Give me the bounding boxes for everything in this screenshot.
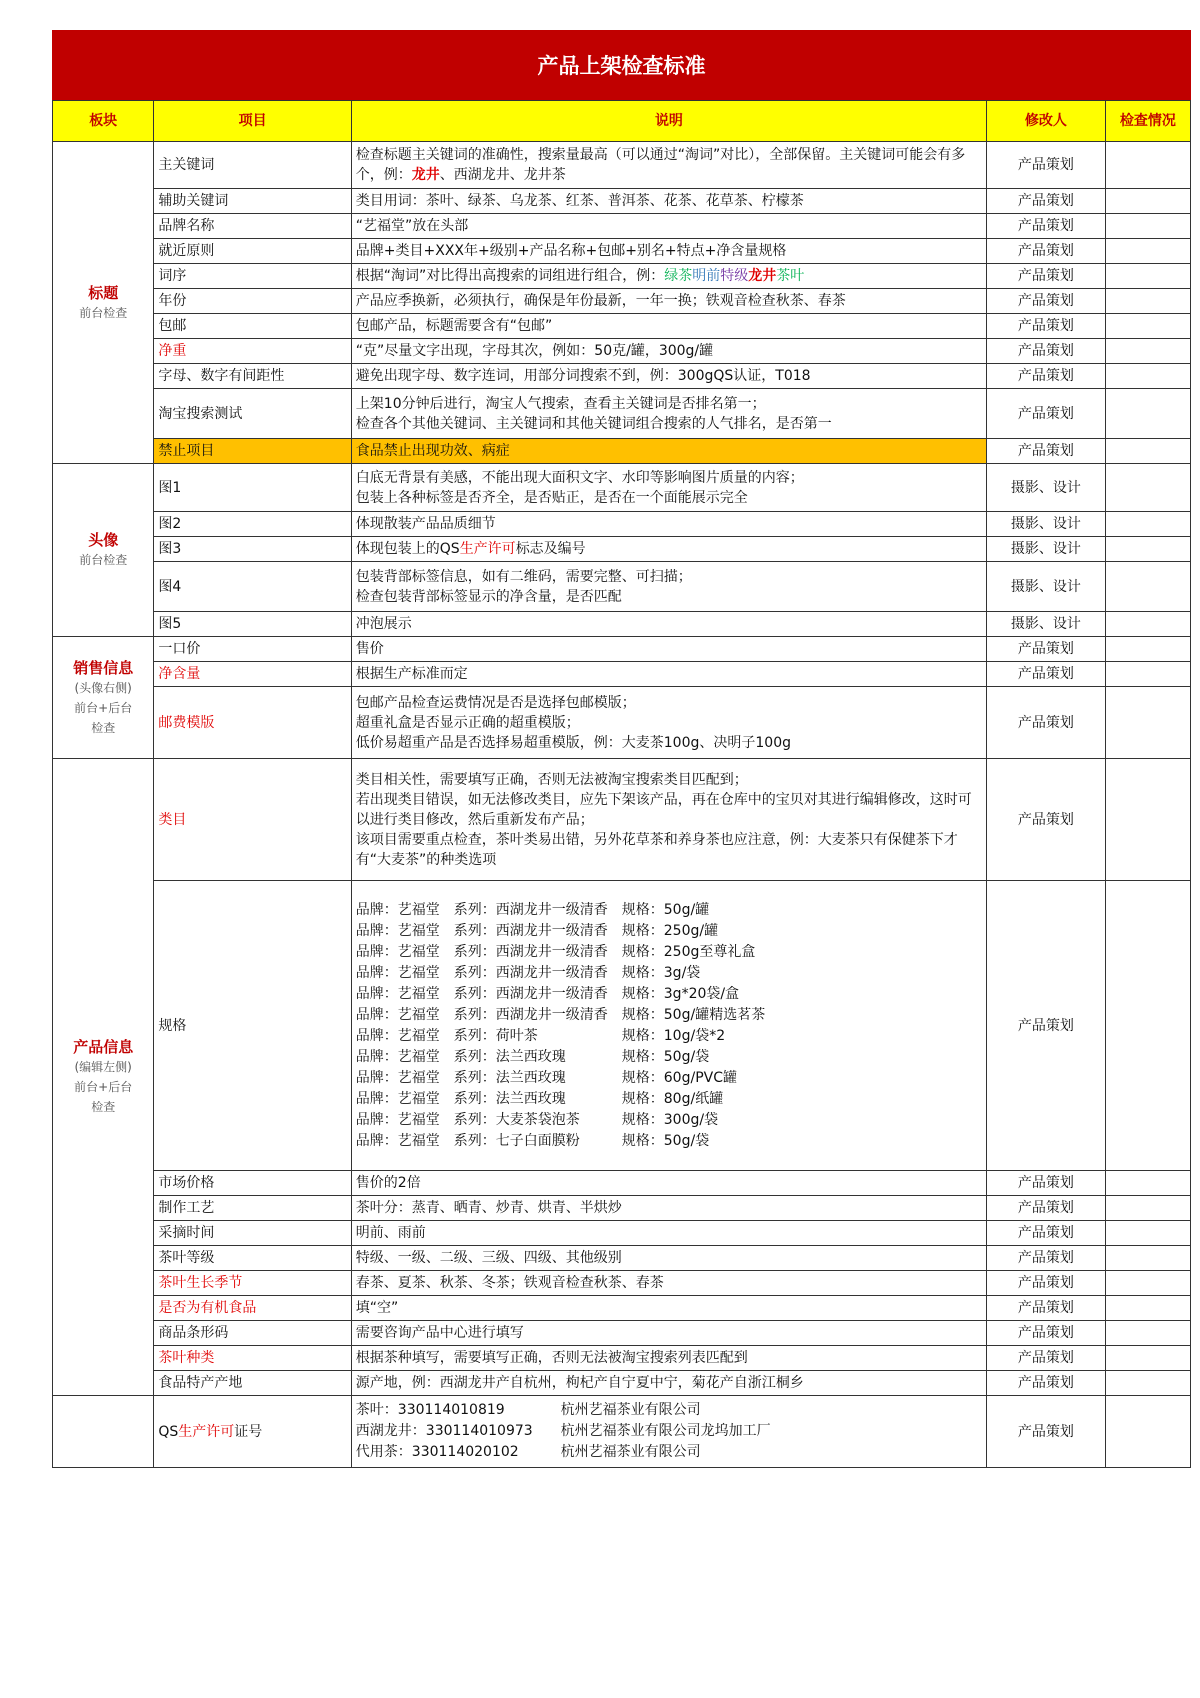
- table-row: [53, 189, 1191, 214]
- item-cell: 商品条形码: [154, 1321, 351, 1346]
- check-cell[interactable]: [1105, 289, 1190, 314]
- section-product: 产品信息 (编辑左侧) 前台+后台 检查: [53, 759, 154, 1396]
- desc-cell: 明前、雨前: [351, 1221, 986, 1246]
- desc-cell: 源产地，例：西湖龙井产自杭州，枸杞产自宁夏中宁，菊花产自浙江桐乡: [351, 1371, 986, 1396]
- check-cell[interactable]: [1105, 264, 1190, 289]
- sheet-title: 产品上架检查标准: [52, 30, 1191, 100]
- table-row: [53, 214, 1191, 239]
- item-cell: 图3: [154, 537, 351, 562]
- editor-cell: 产品策划: [987, 1246, 1106, 1271]
- section-title: 标题 前台检查: [53, 142, 154, 464]
- check-cell[interactable]: [1105, 189, 1190, 214]
- editor-cell: 产品策划: [987, 637, 1106, 662]
- desc-cell: “艺福堂”放在头部: [351, 214, 986, 239]
- table-row: [53, 464, 1191, 512]
- editor-cell: 摄影、设计: [987, 612, 1106, 637]
- header-row: [53, 101, 1191, 142]
- item-cell: 就近原则: [154, 239, 351, 264]
- qs-line: 茶叶：330114010819 杭州艺福茶业有限公司: [355, 1402, 701, 1418]
- table-row: [53, 1221, 1191, 1246]
- desc-cell: 产品应季换新，必须执行，确保是年份最新，一年一换；铁观音检查秋茶、春茶: [351, 289, 986, 314]
- editor-cell: 产品策划: [987, 1321, 1106, 1346]
- item-cell: QS生产许可证号: [154, 1396, 351, 1468]
- desc-cell: 包邮产品，标题需要含有“包邮”: [351, 314, 986, 339]
- check-cell[interactable]: [1105, 562, 1190, 612]
- table-row: [53, 1171, 1191, 1196]
- item-cell: 辅助关键词: [154, 189, 351, 214]
- editor-cell: 摄影、设计: [987, 562, 1106, 612]
- check-cell[interactable]: [1105, 314, 1190, 339]
- desc-cell: 白底无背景有美感，不能出现大面积文字、水印等影响图片质量的内容； 包装上各种标签是否齐全，是否贴正，是否在一个面能展示完全: [351, 464, 986, 512]
- editor-cell: 产品策划: [987, 1396, 1106, 1468]
- table-row: [53, 439, 1191, 464]
- editor-cell: 产品策划: [987, 1196, 1106, 1221]
- item-cell: 规格: [154, 881, 351, 1171]
- item-cell: 图4: [154, 562, 351, 612]
- desc-cell: 包装背部标签信息，如有二维码，需要完整、可扫描； 检查包装背部标签显示的净含量，是否匹配: [351, 562, 986, 612]
- sheet: [52, 30, 1191, 1468]
- table-row: [53, 1346, 1191, 1371]
- editor-cell: 产品策划: [987, 1296, 1106, 1321]
- editor-cell: 产品策划: [987, 339, 1106, 364]
- editor-cell: 产品策划: [987, 439, 1106, 464]
- check-cell[interactable]: [1105, 339, 1190, 364]
- editor-cell: 产品策划: [987, 759, 1106, 881]
- item-cell: 字母、数字有间距性: [154, 364, 351, 389]
- item-cell: 是否为有机食品: [154, 1296, 351, 1321]
- table-row: [53, 264, 1191, 289]
- table-row: [53, 339, 1191, 364]
- item-cell: 淘宝搜索测试: [154, 389, 351, 439]
- desc-cell: 根据茶种填写，需要填写正确，否则无法被淘宝搜索列表匹配到: [351, 1346, 986, 1371]
- check-cell[interactable]: [1105, 1396, 1190, 1468]
- desc-cell: 春茶、夏茶、秋茶、冬茶；铁观音检查秋茶、春茶: [351, 1271, 986, 1296]
- item-cell: 词序: [154, 264, 351, 289]
- table-row: [53, 1371, 1191, 1396]
- header-editor: 修改人: [987, 101, 1106, 142]
- check-cell[interactable]: [1105, 1321, 1190, 1346]
- desc-cell: 需要咨询产品中心进行填写: [351, 1321, 986, 1346]
- desc-cell: 类目相关性，需要填写正确，否则无法被淘宝搜索类目匹配到； 若出现类目错误，如无法修改类目，应先下架该产品，再在仓库中的宝贝对其进行编辑修改，这时可以进行类目修改，然后重新发布产品； 该项目需要重点检查，茶叶类易出错，另外花草茶和养身茶也应注意，例：大麦茶只有保健茶下才有“大麦茶”的种类选项: [351, 759, 986, 881]
- item-cell: 图1: [154, 464, 351, 512]
- spec-line: 品牌：艺福堂 系列：西湖龙井一级清香 规格：3g*20袋/盒: [355, 985, 740, 1002]
- check-cell[interactable]: [1105, 1296, 1190, 1321]
- desc-cell: “克”尽量文字出现，字母其次，例如：50克/罐，300g/罐: [351, 339, 986, 364]
- desc-cell: 冲泡展示: [351, 612, 986, 637]
- item-cell: 年份: [154, 289, 351, 314]
- item-cell: 食品特产产地: [154, 1371, 351, 1396]
- standards-table: [52, 100, 1191, 1468]
- item-cell: 图2: [154, 512, 351, 537]
- section-avatar: 头像 前台检查: [53, 464, 154, 637]
- check-cell[interactable]: [1105, 1246, 1190, 1271]
- item-cell: 净含量: [154, 662, 351, 687]
- spec-line: 品牌：艺福堂 系列：西湖龙井一级清香 规格：50g/罐精选茗茶: [355, 1006, 766, 1023]
- table-row: [53, 289, 1191, 314]
- editor-cell: 产品策划: [987, 214, 1106, 239]
- check-cell[interactable]: [1105, 142, 1190, 189]
- desc-cell: 茶叶分：蒸青、晒青、炒青、烘青、半烘炒: [351, 1196, 986, 1221]
- desc-cell: 售价的2倍: [351, 1171, 986, 1196]
- item-cell: 一口价: [154, 637, 351, 662]
- table-row: [53, 881, 1191, 1171]
- editor-cell: 产品策划: [987, 389, 1106, 439]
- spec-line: 品牌：艺福堂 系列：西湖龙井一级清香 规格：3g/袋: [355, 964, 701, 981]
- section-blank: [53, 1396, 154, 1468]
- qs-line: 代用茶：330114020102 杭州艺福茶业有限公司: [355, 1444, 701, 1460]
- table-row: [53, 637, 1191, 662]
- check-cell[interactable]: [1105, 537, 1190, 562]
- item-cell: 净重: [154, 339, 351, 364]
- check-cell[interactable]: [1105, 1371, 1190, 1396]
- check-cell[interactable]: [1105, 1221, 1190, 1246]
- check-cell[interactable]: [1105, 214, 1190, 239]
- editor-cell: 产品策划: [987, 662, 1106, 687]
- table-row: [53, 759, 1191, 881]
- item-cell: 主关键词: [154, 142, 351, 189]
- desc-cell: 包邮产品检查运费情况是否是选择包邮模版； 超重礼盒是否显示正确的超重模版； 低价易超重产品是否选择易超重模版，例：大麦茶100g、决明子100g: [351, 687, 986, 759]
- item-cell: 市场价格: [154, 1171, 351, 1196]
- check-cell[interactable]: [1105, 637, 1190, 662]
- item-cell: 茶叶等级: [154, 1246, 351, 1271]
- check-cell[interactable]: [1105, 364, 1190, 389]
- desc-cell: 检查标题主关键词的准确性，搜索量最高（可以通过“淘词”对比），全部保留。主关键词可能会有多个，例：龙井、西湖龙井、龙井茶: [351, 142, 986, 189]
- table-row: [53, 142, 1191, 189]
- section-sales: 销售信息 (头像右侧) 前台+后台 检查: [53, 637, 154, 759]
- editor-cell: 产品策划: [987, 289, 1106, 314]
- table-row: [53, 389, 1191, 439]
- editor-cell: 产品策划: [987, 189, 1106, 214]
- spec-line: 品牌：艺福堂 系列：西湖龙井一级清香 规格：250g/罐: [355, 922, 719, 939]
- table-row: [53, 562, 1191, 612]
- qs-line: 西湖龙井：330114010973 杭州艺福茶业有限公司龙坞加工厂: [355, 1423, 771, 1439]
- spec-line: 品牌：艺福堂 系列：法兰西玫瑰 规格：50g/袋: [355, 1048, 710, 1065]
- table-row: [53, 1396, 1191, 1468]
- check-cell[interactable]: [1105, 1171, 1190, 1196]
- desc-cell: 体现散装产品品质细节: [351, 512, 986, 537]
- table-row: [53, 239, 1191, 264]
- desc-cell: 品牌+类目+XXX年+级别+产品名称+包邮+别名+特点+净含量规格: [351, 239, 986, 264]
- check-cell[interactable]: [1105, 881, 1190, 1171]
- table-row: [53, 314, 1191, 339]
- check-cell[interactable]: [1105, 464, 1190, 512]
- editor-cell: 产品策划: [987, 1271, 1106, 1296]
- desc-cell: 避免出现字母、数字连词，用部分词搜索不到，例：300gQS认证，T018: [351, 364, 986, 389]
- check-cell[interactable]: [1105, 1271, 1190, 1296]
- table-row: [53, 1296, 1191, 1321]
- desc-cell: 填“空”: [351, 1296, 986, 1321]
- desc-cell: 根据“淘词”对比得出高搜索的词组进行组合，例：绿茶明前特级龙井茶叶: [351, 264, 986, 289]
- table-row: [53, 1196, 1191, 1221]
- check-cell[interactable]: [1105, 759, 1190, 881]
- check-cell[interactable]: [1105, 389, 1190, 439]
- editor-cell: 产品策划: [987, 142, 1106, 189]
- check-cell[interactable]: [1105, 687, 1190, 759]
- editor-cell: 产品策划: [987, 264, 1106, 289]
- editor-cell: 产品策划: [987, 1221, 1106, 1246]
- editor-cell: 摄影、设计: [987, 512, 1106, 537]
- check-cell[interactable]: [1105, 612, 1190, 637]
- check-cell[interactable]: [1105, 662, 1190, 687]
- editor-cell: 产品策划: [987, 314, 1106, 339]
- table-row: [53, 612, 1191, 637]
- item-cell: 采摘时间: [154, 1221, 351, 1246]
- item-cell: 禁止项目: [154, 439, 351, 464]
- table-row: [53, 1271, 1191, 1296]
- table-row: [53, 1246, 1191, 1271]
- editor-cell: 产品策划: [987, 1171, 1106, 1196]
- header-check: 检查情况: [1105, 101, 1190, 142]
- table-row: [53, 662, 1191, 687]
- check-cell[interactable]: [1105, 439, 1190, 464]
- item-cell: 品牌名称: [154, 214, 351, 239]
- editor-cell: 摄影、设计: [987, 537, 1106, 562]
- desc-cell: 类目用词：茶叶、绿茶、乌龙茶、红茶、普洱茶、花茶、花草茶、柠檬茶: [351, 189, 986, 214]
- check-cell[interactable]: [1105, 1196, 1190, 1221]
- qs-list: [351, 1396, 986, 1468]
- spec-line: 品牌：艺福堂 系列：七子白面膜粉 规格：50g/袋: [355, 1132, 710, 1149]
- desc-cell: 体现包装上的QS生产许可标志及编号: [351, 537, 986, 562]
- table-row: [53, 1321, 1191, 1346]
- desc-cell: 根据生产标准而定: [351, 662, 986, 687]
- editor-cell: 摄影、设计: [987, 464, 1106, 512]
- check-cell[interactable]: [1105, 1346, 1190, 1371]
- desc-cell: 特级、一级、二级、三级、四级、其他级别: [351, 1246, 986, 1271]
- item-cell: 制作工艺: [154, 1196, 351, 1221]
- item-cell: 茶叶种类: [154, 1346, 351, 1371]
- spec-line: 品牌：艺福堂 系列：大麦茶袋泡茶 规格：300g/袋: [355, 1111, 719, 1128]
- table-row: [53, 364, 1191, 389]
- editor-cell: 产品策划: [987, 881, 1106, 1171]
- desc-cell: 售价: [351, 637, 986, 662]
- spec-list: [351, 881, 986, 1171]
- desc-cell: 食品禁止出现功效、病症: [351, 439, 986, 464]
- item-cell: 包邮: [154, 314, 351, 339]
- spec-line: 品牌：艺福堂 系列：荷叶茶 规格：10g/袋*2: [355, 1027, 726, 1044]
- editor-cell: 产品策划: [987, 1346, 1106, 1371]
- editor-cell: 产品策划: [987, 239, 1106, 264]
- check-cell[interactable]: [1105, 512, 1190, 537]
- table-row: [53, 512, 1191, 537]
- item-cell: 类目: [154, 759, 351, 881]
- header-section: 板块: [53, 101, 154, 142]
- item-cell: 图5: [154, 612, 351, 637]
- header-desc: 说明: [351, 101, 986, 142]
- table-row: [53, 687, 1191, 759]
- desc-cell: 上架10分钟后进行，淘宝人气搜索，查看主关键词是否排名第一； 检查各个其他关键词、主关键词和其他关键词组合搜索的人气排名，是否第一: [351, 389, 986, 439]
- item-cell: 邮费模版: [154, 687, 351, 759]
- item-cell: 茶叶生长季节: [154, 1271, 351, 1296]
- check-cell[interactable]: [1105, 239, 1190, 264]
- table-row: [53, 537, 1191, 562]
- spec-line: 品牌：艺福堂 系列：西湖龙井一级清香 规格：250g至尊礼盒: [355, 943, 756, 960]
- spec-line: 品牌：艺福堂 系列：西湖龙井一级清香 规格：50g/罐: [355, 901, 710, 918]
- editor-cell: 产品策划: [987, 1371, 1106, 1396]
- header-item: 项目: [154, 101, 351, 142]
- spec-line: 品牌：艺福堂 系列：法兰西玫瑰 规格：60g/PVC罐: [355, 1069, 737, 1086]
- editor-cell: 产品策划: [987, 364, 1106, 389]
- editor-cell: 产品策划: [987, 687, 1106, 759]
- spec-line: 品牌：艺福堂 系列：法兰西玫瑰 规格：80g/纸罐: [355, 1090, 724, 1107]
